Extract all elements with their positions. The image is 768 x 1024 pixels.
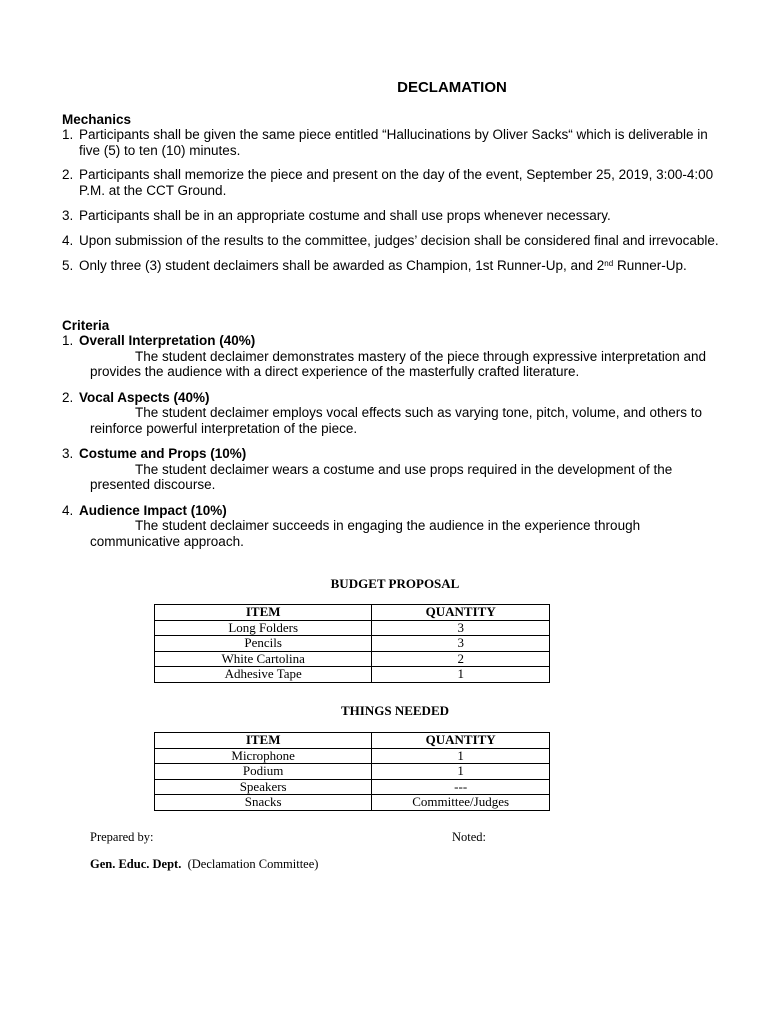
cell-item: Microphone <box>155 748 372 764</box>
prepared-by-label: Prepared by: <box>90 830 154 844</box>
cell-quantity: 1 <box>372 667 550 683</box>
mechanics-item-text: Only three (3) student declaimers shall be awarded as Champion, 1st Runner-Up, and 2 <box>79 258 605 273</box>
table-header-row <box>155 733 550 749</box>
mechanics-item <box>62 233 722 249</box>
table-row <box>155 620 550 636</box>
table-row <box>155 667 550 683</box>
table-row <box>155 651 550 667</box>
cell-quantity: 3 <box>372 620 550 636</box>
cell-quantity: 1 <box>372 764 550 780</box>
committee-name: (Declamation Committee) <box>187 857 319 871</box>
document-title: DECLAMATION <box>397 79 507 96</box>
criteria-item-title <box>62 333 722 349</box>
table-header-row <box>155 605 550 621</box>
signatory-line <box>90 857 318 872</box>
superscript-nd: nd <box>604 259 614 268</box>
criteria-item-title <box>62 446 722 462</box>
things-needed-table <box>154 732 550 811</box>
criteria-item-number: 1. <box>62 333 74 348</box>
mechanics-item <box>62 258 722 274</box>
criteria-heading: Criteria <box>62 318 110 333</box>
mechanics-item-text: Participants shall be given the same piece entitled “Hallucinations by Oliver Sacks“ which is deliverable in five (5) to ten (10) minutes. <box>79 127 708 158</box>
table-row <box>155 795 550 811</box>
cell-quantity: Committee/Judges <box>372 795 550 811</box>
budget-proposal-title: BUDGET PROPOSAL <box>330 576 460 591</box>
column-header-quantity: QUANTITY <box>372 605 550 621</box>
department-name: Gen. Educ. Dept. <box>90 857 182 871</box>
table-row <box>155 764 550 780</box>
cell-quantity: 1 <box>372 748 550 764</box>
criteria-item-title-text: Costume and Props (10%) <box>79 446 247 461</box>
cell-quantity: 3 <box>372 636 550 652</box>
noted-label: Noted: <box>452 830 487 844</box>
cell-quantity: 2 <box>372 651 550 667</box>
table-row <box>155 779 550 795</box>
criteria-item <box>62 333 722 380</box>
column-header-item: ITEM <box>155 733 372 749</box>
criteria-item <box>62 390 722 437</box>
criteria-item-description: The student declaimer wears a costume and use props required in the development of the presented discourse. <box>90 461 673 492</box>
mechanics-item-number: 1. <box>62 127 74 142</box>
criteria-item-number: 3. <box>62 446 74 461</box>
mechanics-item-number: 4. <box>62 233 74 248</box>
mechanics-heading: Mechanics <box>62 112 132 127</box>
criteria-item-title-text: Vocal Aspects (40%) <box>79 389 210 405</box>
criteria-item-description: The student declaimer succeeds in engaging the audience in the experience through communicative approach. <box>90 518 641 549</box>
table-row <box>155 748 550 764</box>
mechanics-item <box>62 167 722 199</box>
cell-item: Pencils <box>155 636 372 652</box>
criteria-item-description: The student declaimer employs vocal effects such as varying tone, pitch, volume, and others to reinforce powerful interpretation of the piece. <box>90 405 703 436</box>
criteria-list <box>62 333 722 549</box>
criteria-item-description: The student declaimer demonstrates mastery of the piece through expressive interpretation and provides the audience with a direct experience of the masterfully crafted literature. <box>90 348 707 379</box>
criteria-item-title <box>62 503 722 519</box>
mechanics-item <box>62 208 722 224</box>
cell-item: White Cartolina <box>155 651 372 667</box>
mechanics-item-text: Upon submission of the results to the committee, judges’ decision shall be considered final and irrevocable. <box>79 233 719 248</box>
table-row <box>155 636 550 652</box>
cell-item: Speakers <box>155 779 372 795</box>
mechanics-item-number: 5. <box>62 258 74 273</box>
budget-proposal-table <box>154 604 550 683</box>
mechanics-item-number: 2. <box>62 167 74 182</box>
column-header-item: ITEM <box>155 605 372 621</box>
cell-item: Snacks <box>155 795 372 811</box>
cell-item: Podium <box>155 764 372 780</box>
criteria-item-title-text: Audience Impact (10%) <box>79 502 227 518</box>
criteria-item-number: 2. <box>62 389 74 405</box>
mechanics-item <box>62 127 722 159</box>
mechanics-item-text-continued: Runner-Up. <box>616 258 687 273</box>
column-header-quantity: QUANTITY <box>372 733 550 749</box>
criteria-item <box>62 503 722 550</box>
mechanics-list <box>62 127 722 274</box>
criteria-item-title <box>62 390 722 406</box>
mechanics-item-text: Participants shall be in an appropriate costume and shall use props whenever necessary. <box>79 208 611 223</box>
criteria-item-number: 4. <box>62 502 74 518</box>
criteria-item <box>62 446 722 493</box>
cell-item: Adhesive Tape <box>155 667 372 683</box>
criteria-item-title-text: Overall Interpretation (40%) <box>79 333 256 348</box>
mechanics-item-number: 3. <box>62 208 74 223</box>
cell-item: Long Folders <box>155 620 372 636</box>
mechanics-item-text: Participants shall memorize the piece and present on the day of the event, September 25, 2019, 3:00-4:00 P.M. at the CCT Ground. <box>79 167 714 198</box>
things-needed-title: THINGS NEEDED <box>341 703 449 718</box>
cell-quantity: --- <box>372 779 550 795</box>
